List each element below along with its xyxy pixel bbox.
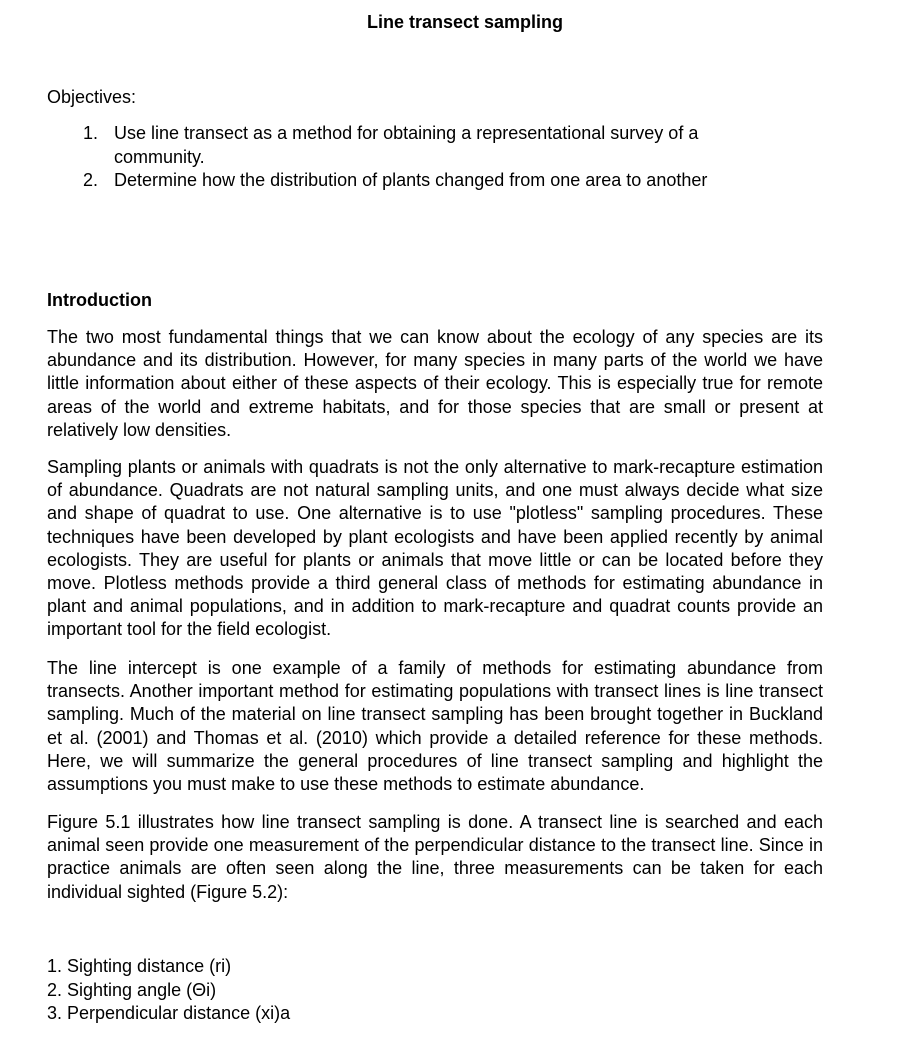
objective-number: 1. — [83, 123, 99, 143]
introduction-heading: Introduction — [47, 290, 152, 310]
measurements-list — [47, 955, 290, 1026]
intro-paragraph-2: Sampling plants or animals with quadrats is not the only alternative to mark-recapture estimation of abundance. Quadrats are not natural sampling units, and one must always decide what size and shape of quadrat to use. One alternative is to use "plotless" sampling procedures. These techniques have been developed by plant ecologists and have been applied recently by animal ecologists. They are useful for plants or animals that move little or can be located before they move. Plotless methods provide a third general class of methods for estimating abundance in plant and animal populations, and in addition to mark-recapture and quadrat counts provide an important tool for the field ecologist. — [47, 457, 823, 640]
objective-item — [47, 169, 767, 193]
objectives-heading: Objectives: — [47, 87, 137, 107]
intro-paragraph-4: Figure 5.1 illustrates how line transect sampling is done. A transect line is searched and each animal seen provide one measurement of the perpendicular distance to the transect line. Since in practice animals are often seen along the line, three measurements can be taken for each individual sighted (Figure 5.2): — [47, 812, 823, 902]
objective-text: Determine how the distribution of plants changed from one area to another — [114, 170, 708, 190]
objectives-list — [47, 122, 767, 193]
intro-paragraph-1: The two most fundamental things that we can know about the ecology of any species are its abundance and its distribution. However, for many species in many parts of the world we have little information about either of these aspects of their ecology. This is especially true for remote areas of the world and extreme habitats, and for those species that are small or present at relatively low densities. — [47, 327, 823, 440]
objective-item — [47, 122, 767, 169]
intro-paragraph-3: The line intercept is one example of a family of methods for estimating abundance from transects. Another important method for estimating populations with transect lines is line transect sampling. Much of the material on line transect sampling has been brought together in Buckland et al. (2001) and Thomas et al. (2010) which provide a detailed reference for these methods. Here, we will summarize the general procedures of line transect sampling and highlight the assumptions you must make to use these methods to estimate abundance. — [47, 658, 823, 795]
measurement-item: 2. Sighting angle (Θi) — [47, 979, 217, 1000]
objective-number: 2. — [83, 170, 99, 190]
objective-text: Use line transect as a method for obtaining a representational survey of a community. — [114, 123, 699, 167]
measurement-item: 1. Sighting distance (ri) — [47, 956, 232, 976]
document-title: Line transect sampling — [366, 12, 564, 32]
measurement-item: 3. Perpendicular distance (xi)a — [47, 1003, 291, 1023]
